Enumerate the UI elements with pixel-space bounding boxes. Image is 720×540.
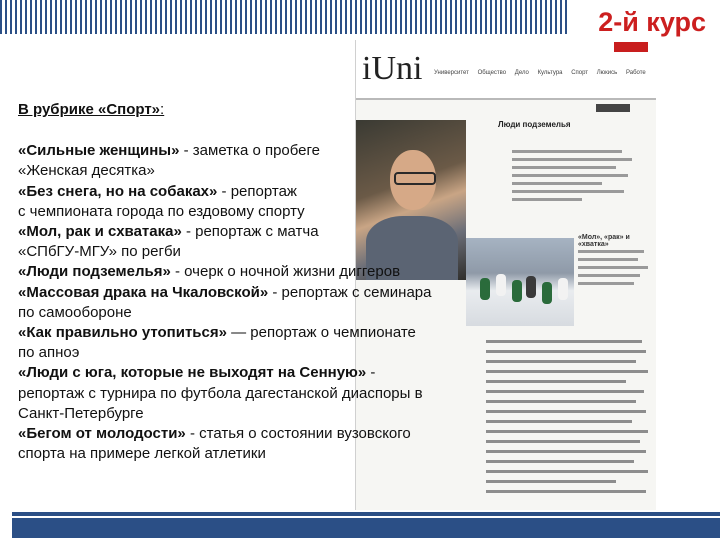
photo-figure — [558, 278, 568, 300]
site-red-tab — [614, 42, 648, 52]
site-text-line — [486, 460, 634, 463]
site-text-line — [486, 410, 646, 413]
item-desc: - репортаж с матча — [181, 223, 319, 241]
site-text-line — [486, 360, 636, 363]
item-title: «Массовая драка на Чкаловской» — [18, 283, 269, 301]
item-desc: - — [366, 364, 376, 382]
site-text-line — [578, 282, 634, 285]
rubric-heading-text: В рубрике «Спорт» — [18, 101, 161, 118]
list-item — [18, 262, 478, 282]
site-header — [356, 40, 656, 100]
list-item — [18, 222, 478, 242]
photo-figure — [526, 276, 536, 298]
site-text-line — [486, 420, 632, 423]
rubric-text — [18, 100, 478, 464]
rubric-heading — [18, 100, 478, 120]
list-item-continued: «СПбГУ-МГУ» по регби — [18, 243, 181, 261]
footer-divider — [12, 516, 720, 518]
site-section2-title: «Мол», «рак» и «хватка» — [578, 234, 630, 248]
title-box — [570, 0, 720, 40]
site-text-line — [578, 250, 644, 253]
site-text-line — [486, 470, 648, 473]
site-nav-item: Университет — [434, 70, 469, 76]
rubric-heading-colon: : — [160, 101, 165, 118]
item-title: «Сильные женщины» — [18, 142, 180, 160]
site-text-line — [486, 400, 636, 403]
list-item — [18, 141, 478, 161]
item-title: «Бегом от молодости» — [18, 425, 186, 443]
site-text-line — [486, 350, 646, 353]
item-title: «Как правильно утопиться» — [18, 324, 227, 342]
site-nav-item: Дело — [514, 70, 529, 76]
site-text-line — [512, 150, 622, 153]
list-item-continued: по самообороне — [18, 303, 132, 321]
list-item — [18, 182, 478, 202]
photo-figure — [496, 274, 506, 296]
list-item — [18, 363, 478, 383]
item-desc: - очерк о ночной жизни диггеров — [170, 263, 401, 281]
rugby-photo — [466, 238, 574, 326]
site-text-line — [486, 380, 626, 383]
item-title: «Без снега, но на собаках» — [18, 182, 218, 200]
site-text-line — [512, 190, 624, 193]
list-item-continued: спорта на примере легкой атлетики — [18, 445, 266, 463]
site-nav-item: Работе — [625, 70, 646, 76]
site-text-line — [486, 430, 648, 433]
list-item — [18, 323, 478, 343]
item-desc: - репортаж с семинара — [268, 283, 432, 301]
site-text-line — [486, 440, 640, 443]
photo-figure — [512, 280, 522, 302]
site-text-line — [512, 158, 632, 161]
site-logo-text: iUni — [362, 50, 423, 87]
site-rubric-label — [596, 104, 630, 112]
site-text-line — [578, 274, 640, 277]
site-text-line — [486, 390, 644, 393]
site-text-line — [486, 340, 642, 343]
site-nav — [434, 70, 653, 76]
item-desc: - репортаж — [217, 182, 297, 200]
site-article-title: Люди подземелья — [498, 120, 571, 129]
item-title: «Мол, рак и схватака» — [18, 223, 182, 241]
list-item-continued: репортаж с турнира по футбола дагестанской диаспоры в — [18, 384, 423, 402]
list-item — [18, 283, 478, 303]
site-nav-item: Люкись — [596, 70, 618, 76]
item-desc: - статья о состоянии вузовского — [185, 425, 411, 443]
list-item — [18, 424, 478, 444]
site-text-line — [486, 480, 616, 483]
list-item-continued: по апноэ — [18, 344, 80, 362]
site-text-line — [578, 258, 638, 261]
site-nav-item: Общество — [477, 70, 507, 76]
site-text-line — [512, 182, 602, 185]
item-title: «Люди с юга, которые не выходят на Сенную» — [18, 364, 367, 382]
site-nav-item: Спорт — [571, 70, 589, 76]
footer-bar — [12, 512, 720, 538]
site-text-line — [486, 450, 646, 453]
site-text-line — [512, 174, 628, 177]
site-text-line — [486, 490, 646, 493]
site-text-line — [512, 166, 616, 169]
list-item-continued: Санкт-Петербурге — [18, 404, 144, 422]
site-text-line — [578, 266, 648, 269]
item-desc: - заметка о пробеге — [179, 142, 321, 160]
site-text-line — [512, 198, 582, 201]
item-title: «Люди подземелья» — [18, 263, 171, 281]
photo-figure — [542, 282, 552, 304]
course-title: 2-й курс — [598, 7, 706, 37]
item-desc: — репортаж о чемпионате — [226, 324, 416, 342]
site-nav-item: Культура — [537, 70, 563, 76]
photo-figure — [480, 278, 490, 300]
site-logo — [362, 50, 422, 88]
site-text-line — [486, 370, 648, 373]
list-item-continued: «Женская десятка» — [18, 162, 155, 180]
list-item-continued: с чемпионата города по ездовому спорту — [18, 202, 305, 220]
